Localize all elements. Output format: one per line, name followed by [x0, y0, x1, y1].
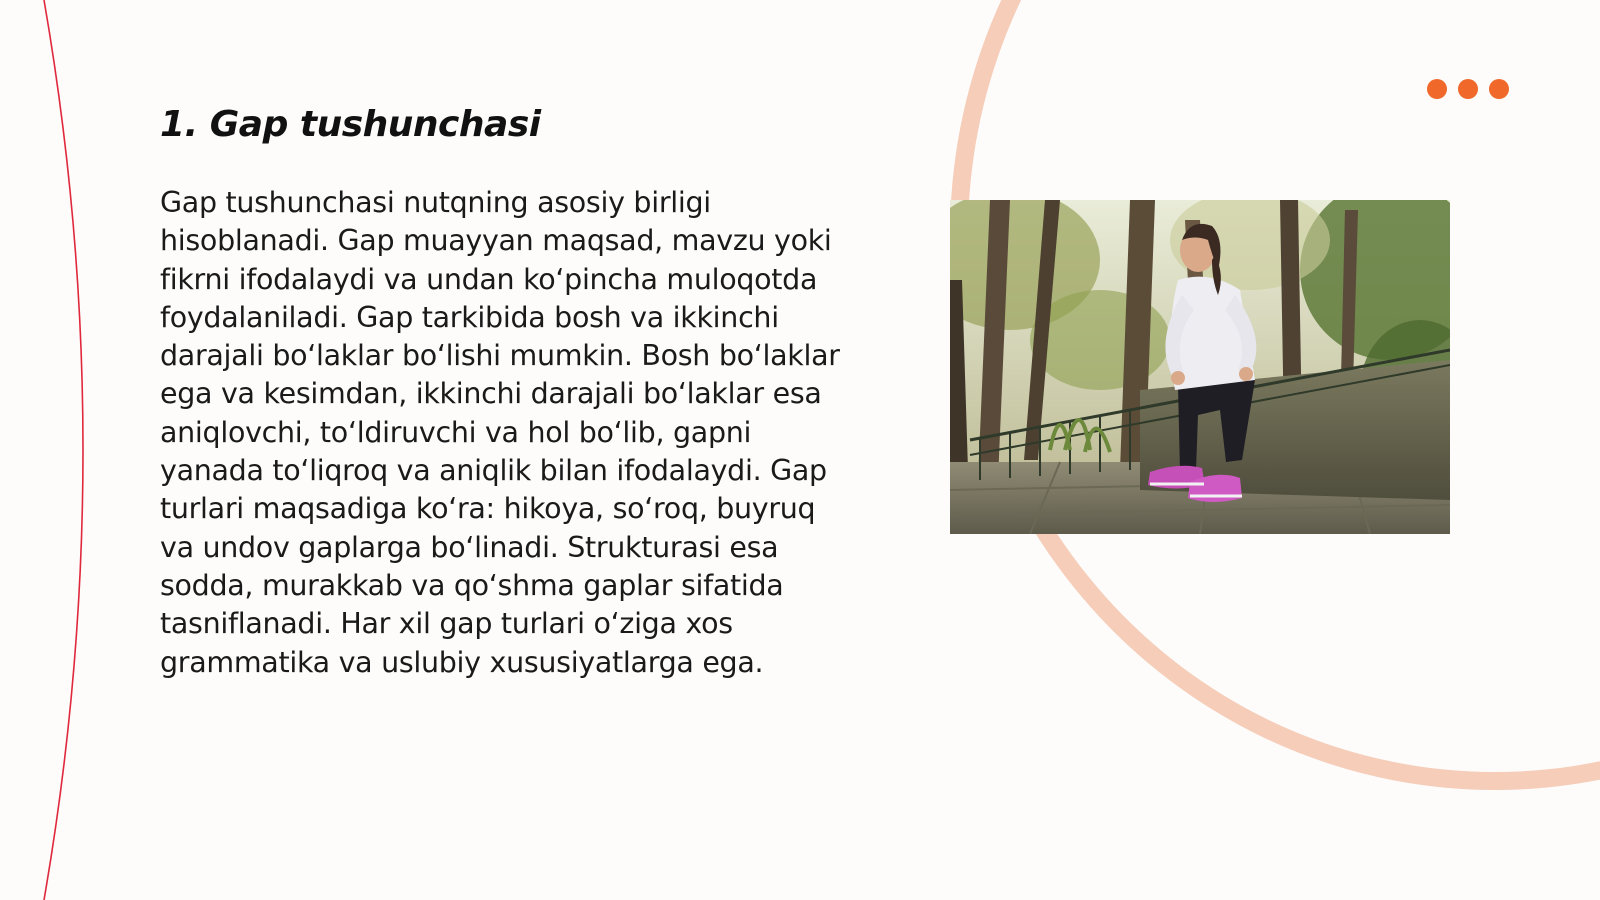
slide-title: 1. Gap tushunchasi	[160, 104, 541, 145]
photo-woman-sitting-in-park	[950, 200, 1450, 534]
dot	[1489, 79, 1509, 99]
menu-dots-icon	[1427, 79, 1509, 99]
dot	[1458, 79, 1478, 99]
slide-body-text: Gap tushunchasi nutqning asosiy birligi hisoblanadi. Gap muayyan maqsad, mavzu yoki fikrni ifodalaydi va undan ko‘pincha muloqotda foydalaniladi. Gap tarkibida bosh va ikkinchi darajali bo‘laklar bo‘lishi mumkin. Bosh bo‘laklar ega va kesimdan, ikkinchi darajali bo‘laklar esa aniqlovchi, to‘ldiruvchi va hol bo‘lib, gapni yanada to‘liqroq va aniqlik bilan ifodalaydi. Gap turlari maqsadiga ko‘ra: hikoya, so‘roq, buyruq va undov gaplarga bo‘linadi. Strukturasi esa sodda, murakkab va qo‘shma gaplar sifatida tasniflanadi. Har xil gap turlari o‘ziga xos grammatika va uslubiy xususiyatlarga ega.	[160, 186, 840, 679]
dot	[1427, 79, 1447, 99]
